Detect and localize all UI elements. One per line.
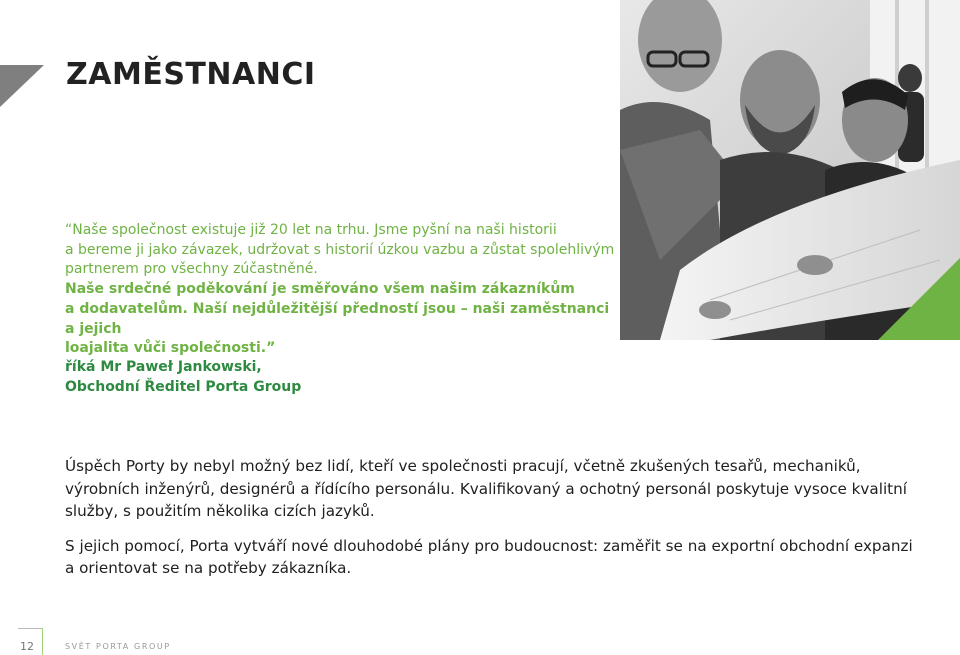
page-number: 12	[20, 640, 34, 653]
corner-triangle-decoration	[0, 65, 44, 107]
quote-line: Naše srdečné poděkování je směřováno všem našim zákazníkům	[65, 281, 575, 298]
quote-line: a dodavatelům. Naší nejdůležitější předností jsou – naši zaměstnanci a jejich	[65, 300, 610, 337]
quote-line: loajalita vůči společnosti.”	[65, 340, 276, 357]
quote-line: a bereme ji jako závazek, udržovat s historií úzkou vazbu a zůstat spolehlivým	[65, 241, 615, 258]
body-paragraph: S jejich pomocí, Porta vytváří nové dlouhodobé plány pro budoucnost: zaměřit se na exportní obchodní expanzi a orientovat se na potřeby zákazníka.	[65, 536, 913, 578]
body-text	[65, 455, 915, 592]
quote-line: partnerem pro všechny zúčastněné.	[65, 261, 318, 278]
footer-label: SVĚT PORTA GROUP	[65, 642, 171, 651]
workers-photo	[620, 0, 960, 340]
quote-line: “Naše společnost existuje již 20 let na trhu. Jsme pyšní na naši historii	[65, 222, 557, 238]
footer-divider	[18, 628, 43, 629]
footer-green-bar	[42, 628, 43, 655]
quote-attribution	[65, 357, 565, 397]
attribution-speaker: říká Mr Paweł Jankowski,	[65, 359, 262, 375]
page-title: ZAMĚSTNANCI	[66, 57, 316, 92]
body-paragraph: Úspěch Porty by nebyl možný bez lidí, kteří ve společnosti pracují, včetně zkušených tesařů, mechaniků, výrobních inženýrů, designérů a řídícího personálu. Kvalifikovaný a ochotný personál poskytuje vysoce kvalitní služby, s použitím několika cizích jazyků.	[65, 457, 907, 521]
quote-block	[65, 221, 615, 359]
attribution-role: Obchodní Ředitel Porta Group	[65, 379, 302, 395]
workers-reviewing-blueprint-photo	[620, 0, 960, 340]
